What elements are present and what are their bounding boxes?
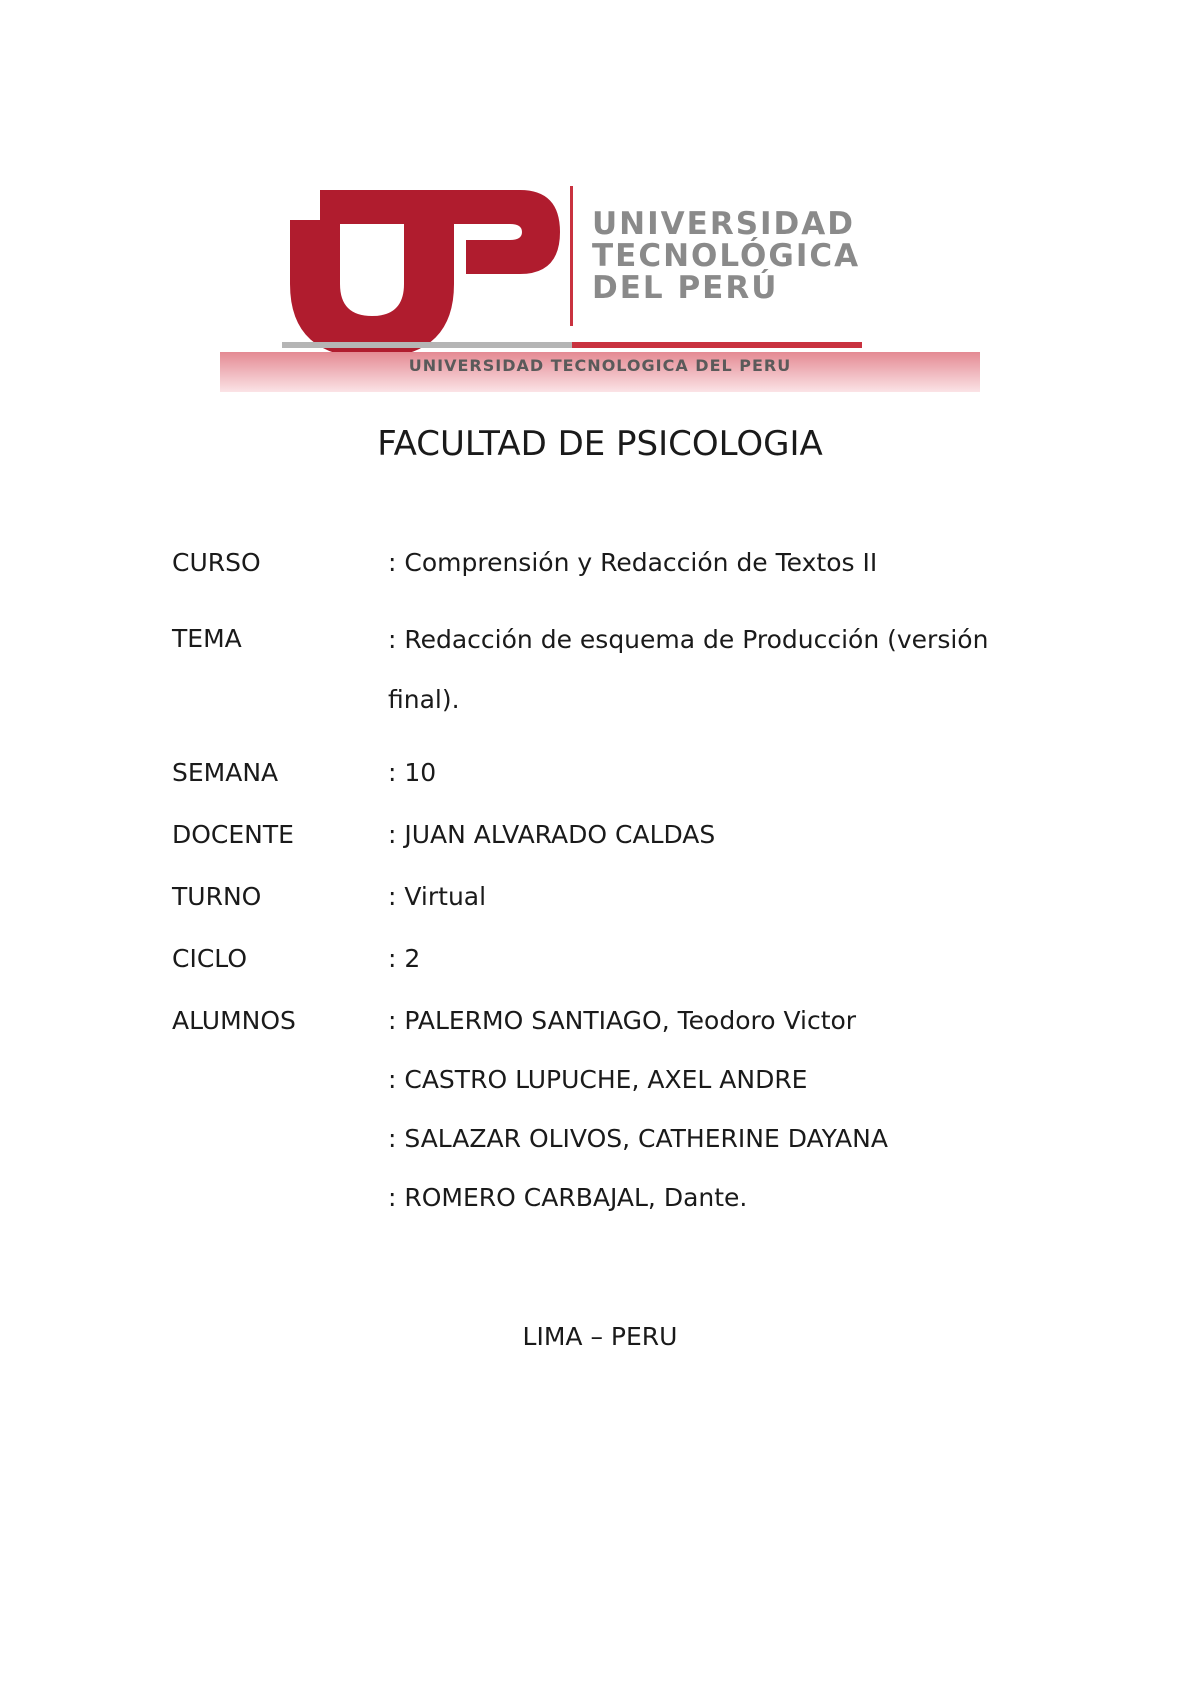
logo-name-line-1: UNIVERSIDAD (592, 206, 856, 242)
alumnos-label: ALUMNOS (172, 1006, 296, 1035)
tema-value: : Redacción de esquema de Producción (versión final). (388, 625, 989, 714)
logo-name-line-2: TECNOLÓGICA (592, 238, 861, 274)
alumnos-row (172, 1065, 1052, 1101)
faculty-title: FACULTAD DE PSICOLOGIA (377, 424, 823, 464)
turno-value: : Virtual (388, 882, 487, 911)
logo-university-name (592, 208, 860, 304)
utp-logo (220, 180, 980, 400)
curso-label: CURSO (172, 548, 261, 577)
alumno-name: : ROMERO CARBAJAL, Dante. (388, 1183, 748, 1212)
ciclo-label: CICLO (172, 944, 247, 973)
tema-label: TEMA (172, 624, 242, 653)
ciclo-row (172, 944, 1052, 980)
alumno-name: : PALERMO SANTIAGO, Teodoro Victor (388, 1006, 857, 1035)
alumnos-row (172, 1183, 1052, 1219)
semana-row (172, 758, 1052, 794)
turno-label: TURNO (172, 882, 262, 911)
docente-value: : JUAN ALVARADO CALDAS (388, 820, 716, 849)
alumno-name: : SALAZAR OLIVOS, CATHERINE DAYANA (388, 1124, 888, 1153)
alumno-name: : CASTRO LUPUCHE, AXEL ANDRE (388, 1065, 808, 1094)
turno-row (172, 882, 1052, 918)
semana-label: SEMANA (172, 758, 279, 787)
semana-value: : 10 (388, 758, 437, 787)
curso-value: : Comprensión y Redacción de Textos II (388, 548, 878, 577)
footer-location: LIMA – PERU (522, 1322, 678, 1351)
docente-row (172, 820, 1052, 856)
alumnos-row (172, 1124, 1052, 1160)
docente-label: DOCENTE (172, 820, 294, 849)
ciclo-value: : 2 (388, 944, 421, 973)
tema-row (172, 610, 1052, 740)
alumnos-row (172, 1006, 1052, 1042)
logo-band-text: UNIVERSIDAD TECNOLOGICA DEL PERU (408, 356, 792, 375)
curso-row (172, 548, 1052, 584)
logo-name-line-3: DEL PERÚ (592, 270, 779, 306)
